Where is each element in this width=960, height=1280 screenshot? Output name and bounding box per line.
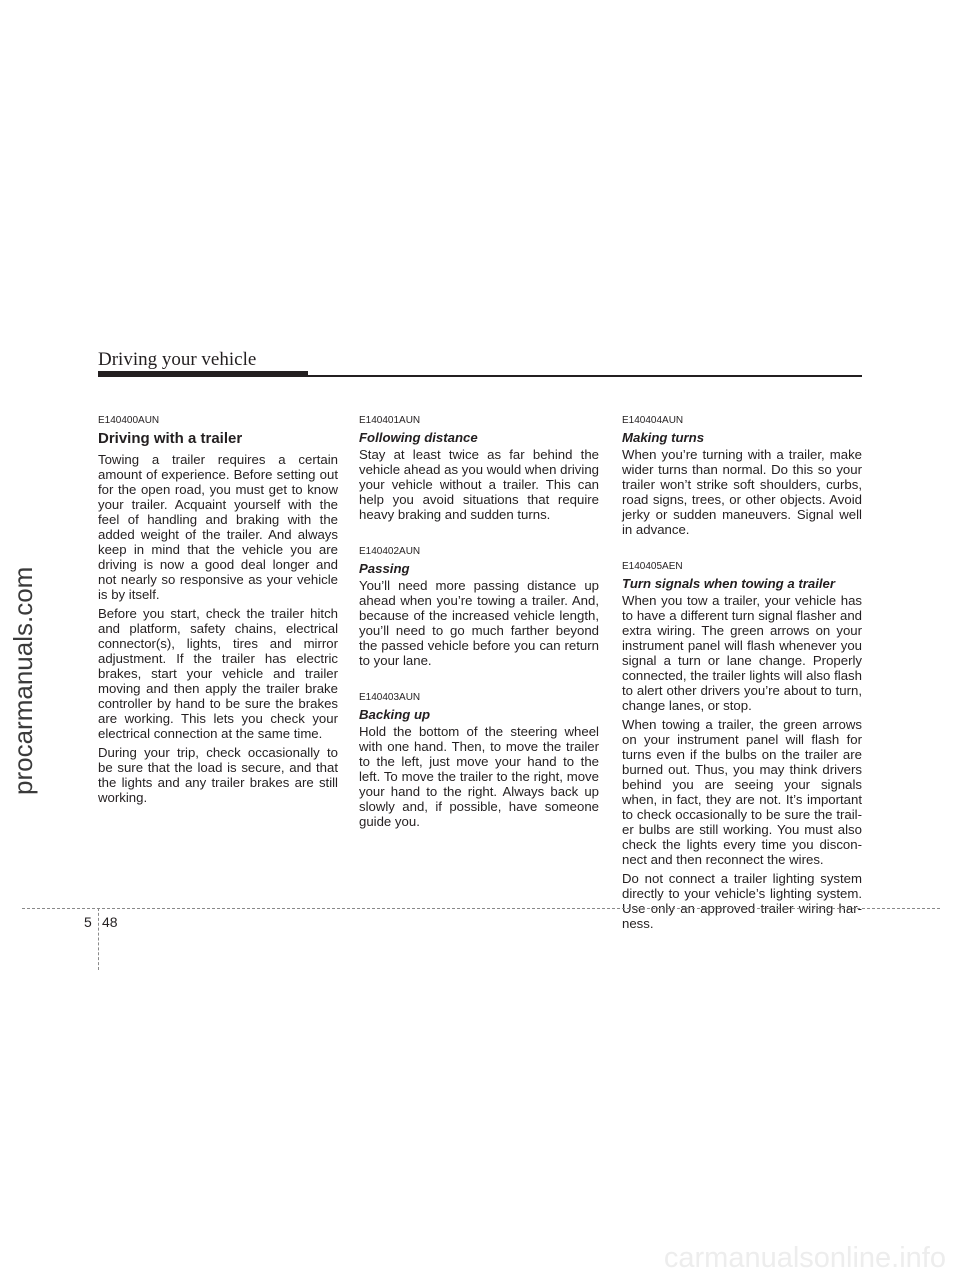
- section-code: E140403AUN: [359, 692, 421, 703]
- section-passing: [359, 546, 599, 668]
- section-heading: Driving with a trailer: [98, 430, 243, 447]
- section-heading: Turn signals when towing a trailer: [622, 576, 835, 591]
- body-paragraph: When towing a trailer, the green arrows on your instrument panel will flash for turns even if the bulbs on the trailer are burned out. Thus, you may think drivers behind you are seeing your signals when, in fact, they are not. It’s important to check occasionally to be sure the trailer bulbs are still working. You must also check the lights every time you disconnect and then reconnect the wires.: [622, 717, 862, 867]
- header-rule-thin: [308, 375, 862, 377]
- section-heading: Backing up: [359, 707, 431, 722]
- footer-dashed-rule: [22, 908, 940, 909]
- body-paragraph: During your trip, check occasionally to be sure that the load is secure, and that the lights and any trailer brakes are still working.: [98, 745, 338, 805]
- section-code: E140400AUN: [98, 415, 160, 426]
- body-paragraph: Before you start, check the trailer hitch and platform, safety chains, electrical connector(s), lights, tires and mirror adjustment. If the trailer has electric brakes, start your vehicle and trailer moving and then apply the trailer brake controller by hand to be sure the brakes are working. This lets you check your electrical connection at the same time.: [98, 606, 338, 741]
- body-paragraph: You’ll need more passing distance up ahead when you’re towing a trailer. And, because of the increased vehicle length, you’ll need to go much farther beyond the passed vehicle before you can return to your lane.: [359, 578, 599, 668]
- section-code: E140404AUN: [622, 415, 684, 426]
- section-backing-up: [359, 692, 599, 829]
- section-making-turns: [622, 415, 862, 537]
- section-heading: Following distance: [359, 430, 478, 445]
- body-paragraph: Do not connect a trailer lighting system directly to your vehicle’s lighting system. Use only an approved trailer wiring harness.: [622, 871, 862, 931]
- text-column-1: [98, 415, 338, 829]
- section-driving-with-a-trailer: [98, 415, 338, 805]
- section-code: E140402AUN: [359, 546, 421, 557]
- body-paragraph: Stay at least twice as far behind the vehicle ahead as you would when driving your vehicle without a trailer. This can help you avoid situations that require heavy braking and sudden turns.: [359, 447, 599, 522]
- page-number: 48: [102, 914, 118, 930]
- header-rule-thick: [98, 371, 308, 377]
- side-watermark: [0, 0, 44, 1280]
- body-paragraph: When you’re turning with a trailer, make wider turns than normal. Do this so your trailer won’t strike soft shoulders, curbs, road signs, trees, or other objects. Avoid jerky or sudden maneuvers. Signal well in advance.: [622, 447, 862, 537]
- section-code: E140401AUN: [359, 415, 421, 426]
- body-paragraph: Hold the bottom of the steering wheel with one hand. Then, to move the trailer to the left, just move your hand to the left. To move the trailer to the right, move your hand to the right. Always back up slowly and, if possible, have someone guide you.: [359, 724, 599, 829]
- body-paragraph: When you tow a trailer, your vehicle has to have a different turn signal flasher and extra wiring. The green arrows on your instrument panel will flash whenever you signal a turn or lane change. Properly connected, the trailer lights will also flash to alert other drivers you’re about to turn, change lanes, or stop.: [622, 593, 862, 713]
- section-following-distance: [359, 415, 599, 522]
- side-watermark-text: procarmanuals.com: [8, 566, 38, 795]
- text-column-2: [359, 415, 599, 853]
- section-turn-signals: [622, 561, 862, 931]
- footer-dashed-divider: [98, 908, 99, 970]
- section-code: E140405AEN: [622, 561, 683, 572]
- chapter-number: 5: [84, 914, 92, 930]
- page-header-title: Driving your vehicle: [98, 349, 257, 370]
- text-column-3: [622, 415, 862, 955]
- bottom-watermark: carmanualsonline.info: [663, 1242, 946, 1274]
- section-heading: Making turns: [622, 430, 705, 445]
- section-heading: Passing: [359, 561, 410, 576]
- body-paragraph: Towing a trailer requires a certain amount of experience. Before setting out for the open road, you must get to know your trailer. Acquaint yourself with the feel of handling and braking with the added weight of the trailer. And always keep in mind that the vehicle you are driving is now a good deal longer and not nearly so responsive as your vehicle is by itself.: [98, 452, 338, 602]
